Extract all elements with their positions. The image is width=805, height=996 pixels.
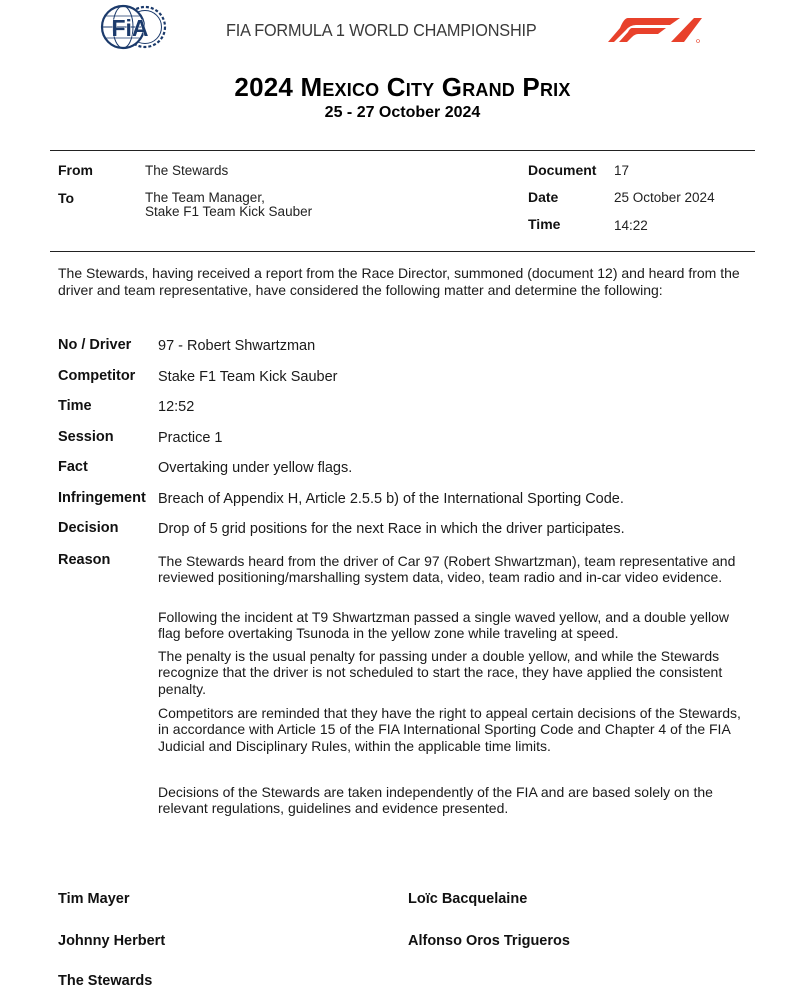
field-value-decision: Drop of 5 grid positions for the next Race in which the driver participates.	[158, 521, 625, 537]
document-number: 17	[614, 163, 630, 178]
championship-title: FIA FORMULA 1 WORLD CHAMPIONSHIP	[226, 20, 537, 40]
steward-name: Loïc Bacquelaine	[408, 891, 528, 907]
from-value: The Stewards	[145, 163, 229, 178]
svg-text:FiA: FiA	[111, 15, 149, 41]
stewards-footer: The Stewards	[58, 973, 153, 989]
date-label: Date	[528, 189, 559, 205]
field-label-time: Time	[58, 398, 92, 414]
time-value: 14:22	[614, 218, 648, 233]
reason-paragraph-2: Following the incident at T9 Shwartzman passed a single waved yellow, and a double yellow flag before overtaking Tsunoda in the yellow zone while traveling at speed.	[158, 609, 729, 642]
field-label-reason: Reason	[58, 552, 111, 568]
reason-paragraph-1: The Stewards heard from the driver of Car 97 (Robert Shwartzman), team representative and reviewed positioning/marshalling system data, video, team radio and in-car video evidence.	[158, 553, 736, 586]
event-title: 2024 Mexico City Grand Prix	[234, 72, 571, 102]
document-label: Document	[528, 162, 597, 178]
steward-name: Alfonso Oros Trigueros	[408, 933, 570, 949]
to-value-line-1: The Team Manager,	[145, 190, 265, 205]
field-value-infringement: Breach of Appendix H, Article 2.5.5 b) of the International Sporting Code.	[158, 491, 624, 507]
field-label-decision: Decision	[58, 520, 119, 536]
divider-bottom	[50, 251, 755, 252]
steward-name: Johnny Herbert	[58, 933, 166, 949]
f1-logo-icon	[608, 16, 706, 44]
field-label-infringement: Infringement	[58, 490, 146, 506]
to-value-line-2: Stake F1 Team Kick Sauber	[145, 204, 313, 219]
to-label: To	[58, 190, 75, 206]
time-label: Time	[528, 216, 561, 232]
reason-paragraph-3: The penalty is the usual penalty for passing under a double yellow, and while the Stewards recognize that the driver is not scheduled to start the race, they have applied the consistent penalty.	[158, 648, 723, 697]
field-label-driver: No / Driver	[58, 337, 132, 353]
document-header	[0, 0, 805, 60]
intro-paragraph: The Stewards, having received a report from the Race Director, summoned (document 12) and heard from the driver and team representative, have considered the following matter and determine the following:	[58, 265, 740, 298]
field-value-competitor: Stake F1 Team Kick Sauber	[158, 369, 338, 385]
field-value-driver: 97 - Robert Shwartzman	[158, 338, 316, 354]
fia-logo-icon	[100, 4, 168, 50]
reason-paragraph-5: Decisions of the Stewards are taken independently of the FIA and are based solely on the relevant regulations, guidelines and evidence presented.	[158, 784, 713, 817]
from-label: From	[58, 162, 93, 178]
field-label-competitor: Competitor	[58, 368, 136, 384]
reason-paragraph-4: Competitors are reminded that they have the right to appeal certain decisions of the Stewards, in accordance with Article 15 of the FIA International Sporting Code and Chapter 4 of the FIA Judicial and Disciplinary Rules, within the applicable time limits.	[158, 705, 741, 754]
field-label-fact: Fact	[58, 459, 88, 475]
steward-name: Tim Mayer	[58, 891, 130, 907]
field-value-fact: Overtaking under yellow flags.	[158, 460, 353, 476]
field-label-session: Session	[58, 429, 114, 445]
field-value-time: 12:52	[158, 399, 195, 415]
event-dates: 25 - 27 October 2024	[324, 104, 481, 121]
date-value: 25 October 2024	[614, 190, 715, 205]
divider-top	[50, 150, 755, 151]
field-value-session: Practice 1	[158, 430, 223, 446]
